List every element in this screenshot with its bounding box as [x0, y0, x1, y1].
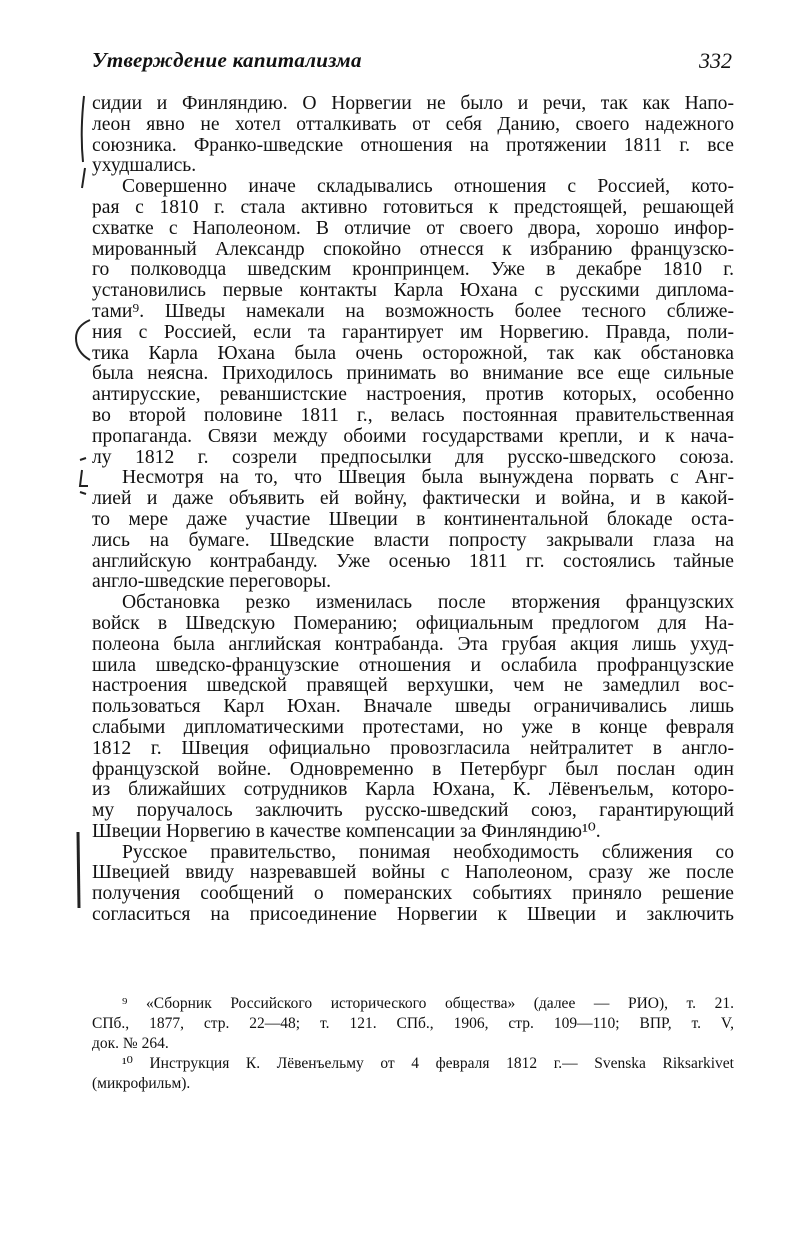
text-line: тами⁹. Шведы намекали на возможность более тесного сближе-: [92, 300, 734, 322]
text-line: французской войне. Одновременно в Петербург был послан один: [92, 758, 734, 780]
text-line: 1812 г. Швеция официально провозгласила нейтралитет в англо-: [92, 737, 734, 759]
text-line: тика Карла Юхана была очень осторожной, так как обстановка: [92, 342, 734, 364]
text-line: шила шведско-французские отношения и ослабила профранцузские: [92, 654, 734, 676]
footnote-line: СПб., 1877, стр. 22—48; т. 121. СПб., 1906, стр. 109—110; ВПР, т. V,: [92, 1015, 734, 1032]
running-head-title: Утверждение капитализма: [92, 48, 362, 72]
text-line: то мере даже участие Швеции в континентальной блокаде оста-: [92, 508, 734, 530]
text-line: англо-шведские переговоры.: [92, 571, 332, 593]
footnote-line: (микрофильм).: [92, 1075, 191, 1092]
margin-bracket-mark-lower: [72, 456, 94, 496]
text-line: согласиться на присоединение Норвегии к Швеции и заключить: [92, 904, 734, 926]
text-line: войск в Шведскую Померанию; официальным предлогом для На-: [92, 612, 734, 634]
text-line: сидии и Финляндию. О Норвегии не было и речи, так как Напо-: [92, 93, 734, 114]
page-number: 332: [699, 48, 732, 73]
footnote-line: ¹⁰ Инструкция К. Лёвенъельму от 4 февраля 1812 г.— Svenska Riksarkivet: [122, 1055, 734, 1072]
text-line: установились первые контакты Карла Юхана с русскими диплома-: [92, 280, 734, 302]
text-line: пользоваться Карл Юхан. Вначале шведы ограничивались лишь: [92, 696, 734, 718]
text-line: му поручалось заключить русско-шведский союз, гарантирующий: [92, 800, 734, 822]
text-line: антирусские, реваншистские настроения, против которых, особенно: [92, 384, 734, 406]
text-line: пропаганда. Связи между обоими государствами крепли, и к нача-: [92, 425, 734, 447]
text-line: настроения шведской правящей верхушки, чем не замедлил вос-: [92, 675, 734, 697]
text-line: мированный Александр спокойно отнесся к избранию французско-: [92, 238, 734, 260]
text-line: из ближайших сотрудников Карла Юхана, К. Лёвенъельм, которо-: [92, 779, 734, 801]
footnote-line: док. № 264.: [92, 1035, 169, 1052]
text-line: союзника. Франко-шведские отношения на протяжении 1811 г. все: [92, 134, 734, 156]
text-line: Швеции Норвегию в качестве компенсации за Финляндию¹⁰.: [92, 820, 601, 842]
text-line: лией и даже объявить ей войну, фактически и война, и в какой-: [92, 488, 734, 510]
text-line: го полководца шведским кронпринцем. Уже в декабре 1810 г.: [92, 259, 734, 281]
text-line: рая с 1810 г. стала активно готовиться к предстоящей, решающей: [92, 196, 734, 218]
body-text: [92, 94, 734, 926]
text-line: слабыми дипломатическими протестами, но уже в конце февраля: [92, 716, 734, 738]
margin-pencil-mark-top: [74, 92, 94, 192]
text-line: лись на бумаге. Шведские власти попросту закрывали глаза на: [92, 529, 734, 551]
text-line: Русское правительство, понимая необходимость сближения со: [122, 841, 734, 863]
text-line: во второй половине 1811 г., велась постоянная правительственная: [92, 404, 734, 426]
text-line: схватке с Наполеоном. В отличие от своего двора, хорошо инфор-: [92, 217, 734, 239]
footnote-line: ⁹ «Сборник Российского исторического общества» (далее — РИО), т. 21.: [122, 995, 734, 1012]
margin-bracket-mark-middle: [72, 318, 94, 362]
text-line: Совершенно иначе складывались отношения с Россией, кото-: [122, 176, 734, 198]
text-line: ухудшались.: [92, 155, 197, 177]
text-line: Обстановка резко изменилась после вторжения французских: [122, 592, 734, 614]
text-line: получения сообщений о померанских событиях приняло решение: [92, 883, 734, 905]
text-line: была неясна. Приходилось принимать во внимание все еще сильные: [92, 363, 734, 385]
text-line: ния с Россией, если та гарантирует им Норвегию. Правда, поли-: [92, 321, 734, 343]
text-line: Швецией ввиду назревавшей войны с Наполеоном, сразу же после: [92, 862, 734, 884]
running-head: [92, 48, 732, 76]
footnotes: [92, 994, 734, 1094]
margin-line-mark-bottom: [70, 830, 88, 910]
text-line: английскую контрабанду. Уже осенью 1811 гг. состоялись тайные: [92, 550, 734, 572]
text-line: полеона была английская контрабанда. Эта грубая акция лишь ухуд-: [92, 633, 734, 655]
text-line: лу 1812 г. созрели предпосылки для русско-шведского союза.: [92, 446, 734, 468]
text-line: леон явно не хотел отталкивать от себя Данию, своего надежного: [92, 113, 734, 135]
text-line: Несмотря на то, что Швеция была вынуждена порвать с Анг-: [122, 467, 734, 489]
